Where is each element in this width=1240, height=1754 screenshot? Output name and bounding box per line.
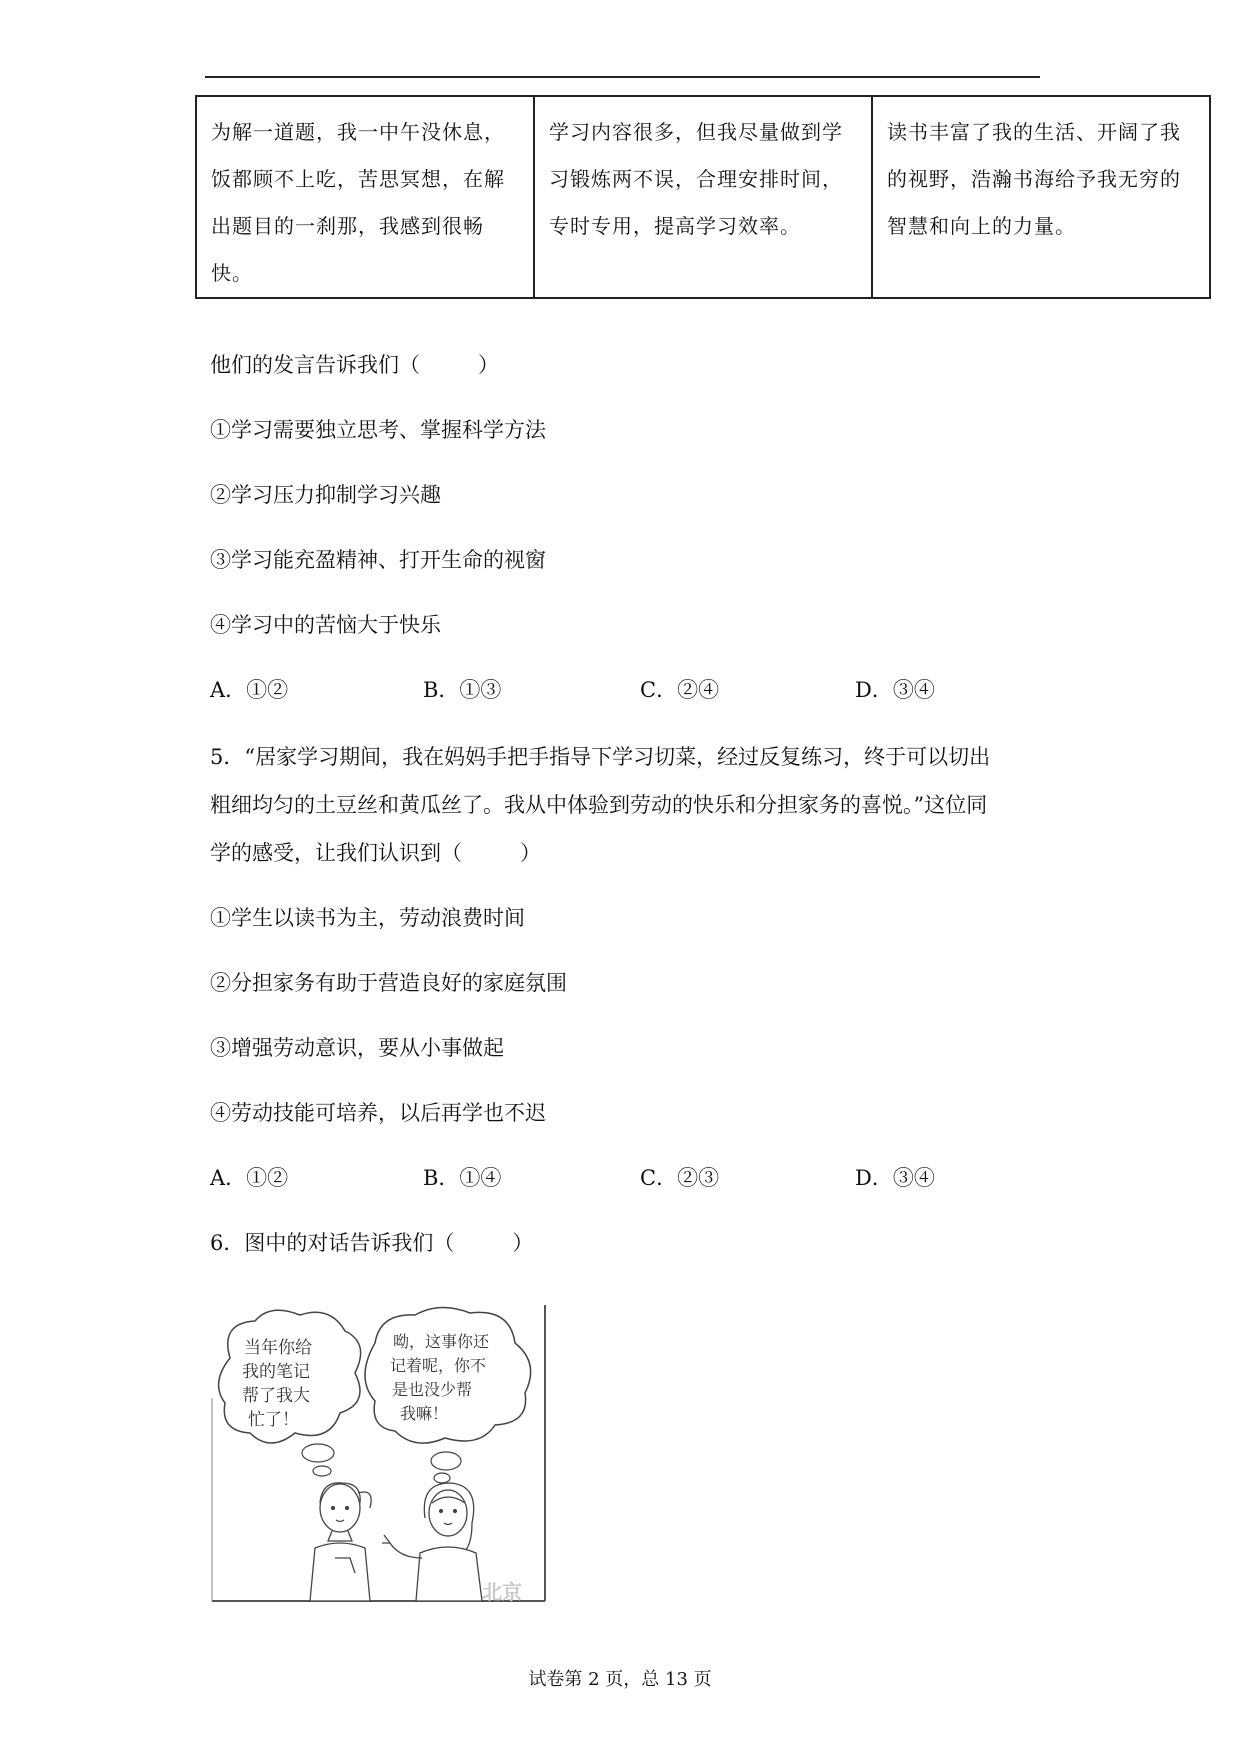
left-bubble-line-4: 忙了！	[248, 1410, 299, 1430]
left-student-figure	[310, 1483, 371, 1601]
cartoon-watermark: 北京	[482, 1580, 522, 1604]
q5-option-a[interactable]: A．①②	[210, 1166, 289, 1190]
q5-option-b[interactable]: B．①④	[423, 1166, 502, 1190]
right-bubble-line-4: 我嘛！	[400, 1404, 449, 1423]
q5-option-c[interactable]: C．②③	[640, 1166, 720, 1190]
q5-option-d[interactable]: D．③④	[855, 1166, 935, 1190]
q4-option-a[interactable]: A．①②	[210, 678, 289, 702]
left-bubble-line-3: 帮了我大	[242, 1386, 310, 1406]
q4-option-c[interactable]: C．②④	[640, 678, 720, 702]
right-bubble-line-1: 呦，这事你还	[393, 1332, 490, 1351]
left-bubble-line-2: 我的笔记	[242, 1362, 310, 1382]
quote-cell-1: 为解一道题，我一中午没休息， 饭都顾不上吃，苦思冥想，在解 出题目的一刹那，我感到很畅快。	[196, 96, 534, 298]
q5-stem-line-1: 5．“居家学习期间，我在妈妈手把手指导下学习切菜，经过反复练习，终于可以切出	[210, 745, 991, 769]
q5-stem-line-3: 学的感受，让我们认识到（ ）	[210, 841, 541, 865]
q4-item-3: ③学习能充盈精神、打开生命的视窗	[210, 548, 546, 572]
right-bubble-line-2: 记着呢，你不	[390, 1356, 487, 1375]
q4-option-b[interactable]: B．①③	[423, 678, 502, 702]
quote-cell-3: 读书丰富了我的生活、开阔了我 的视野，浩瀚书海给予我无穷的 智慧和向上的力量。	[872, 96, 1210, 298]
q4-item-4: ④学习中的苦恼大于快乐	[210, 613, 441, 637]
dialogue-cartoon	[210, 1303, 552, 1606]
q5-item-2: ②分担家务有助于营造良好的家庭氛围	[210, 971, 567, 995]
student-quotes-table	[195, 95, 1211, 299]
q4-item-1: ①学习需要独立思考、掌握科学方法	[210, 418, 546, 442]
right-student-figure	[382, 1483, 482, 1601]
q6-stem: 6．图中的对话告诉我们（ ）	[210, 1231, 534, 1255]
right-bubble-line-3: 是也没少帮	[392, 1380, 473, 1399]
q5-stem-line-2: 粗细均匀的土豆丝和黄瓜丝了。我从中体验到劳动的快乐和分担家务的喜悦。”这位同	[210, 793, 988, 817]
q4-option-d[interactable]: D．③④	[855, 678, 935, 702]
q4-stem: 他们的发言告诉我们（ ）	[210, 353, 499, 377]
left-bubble-line-1: 当年你给	[244, 1338, 312, 1358]
page-footer: 试卷第 2 页，总 13 页	[528, 1669, 712, 1690]
header-rule	[205, 76, 1040, 78]
quote-cell-2: 学习内容很多，但我尽量做到学 习锻炼两不误，合理安排时间， 专时专用，提高学习效率。	[534, 96, 872, 298]
q5-item-3: ③增强劳动意识，要从小事做起	[210, 1036, 504, 1060]
q4-item-2: ②学习压力抑制学习兴趣	[210, 483, 441, 507]
q5-item-1: ①学生以读书为主，劳动浪费时间	[210, 906, 525, 930]
q5-item-4: ④劳动技能可培养，以后再学也不迟	[210, 1101, 546, 1125]
